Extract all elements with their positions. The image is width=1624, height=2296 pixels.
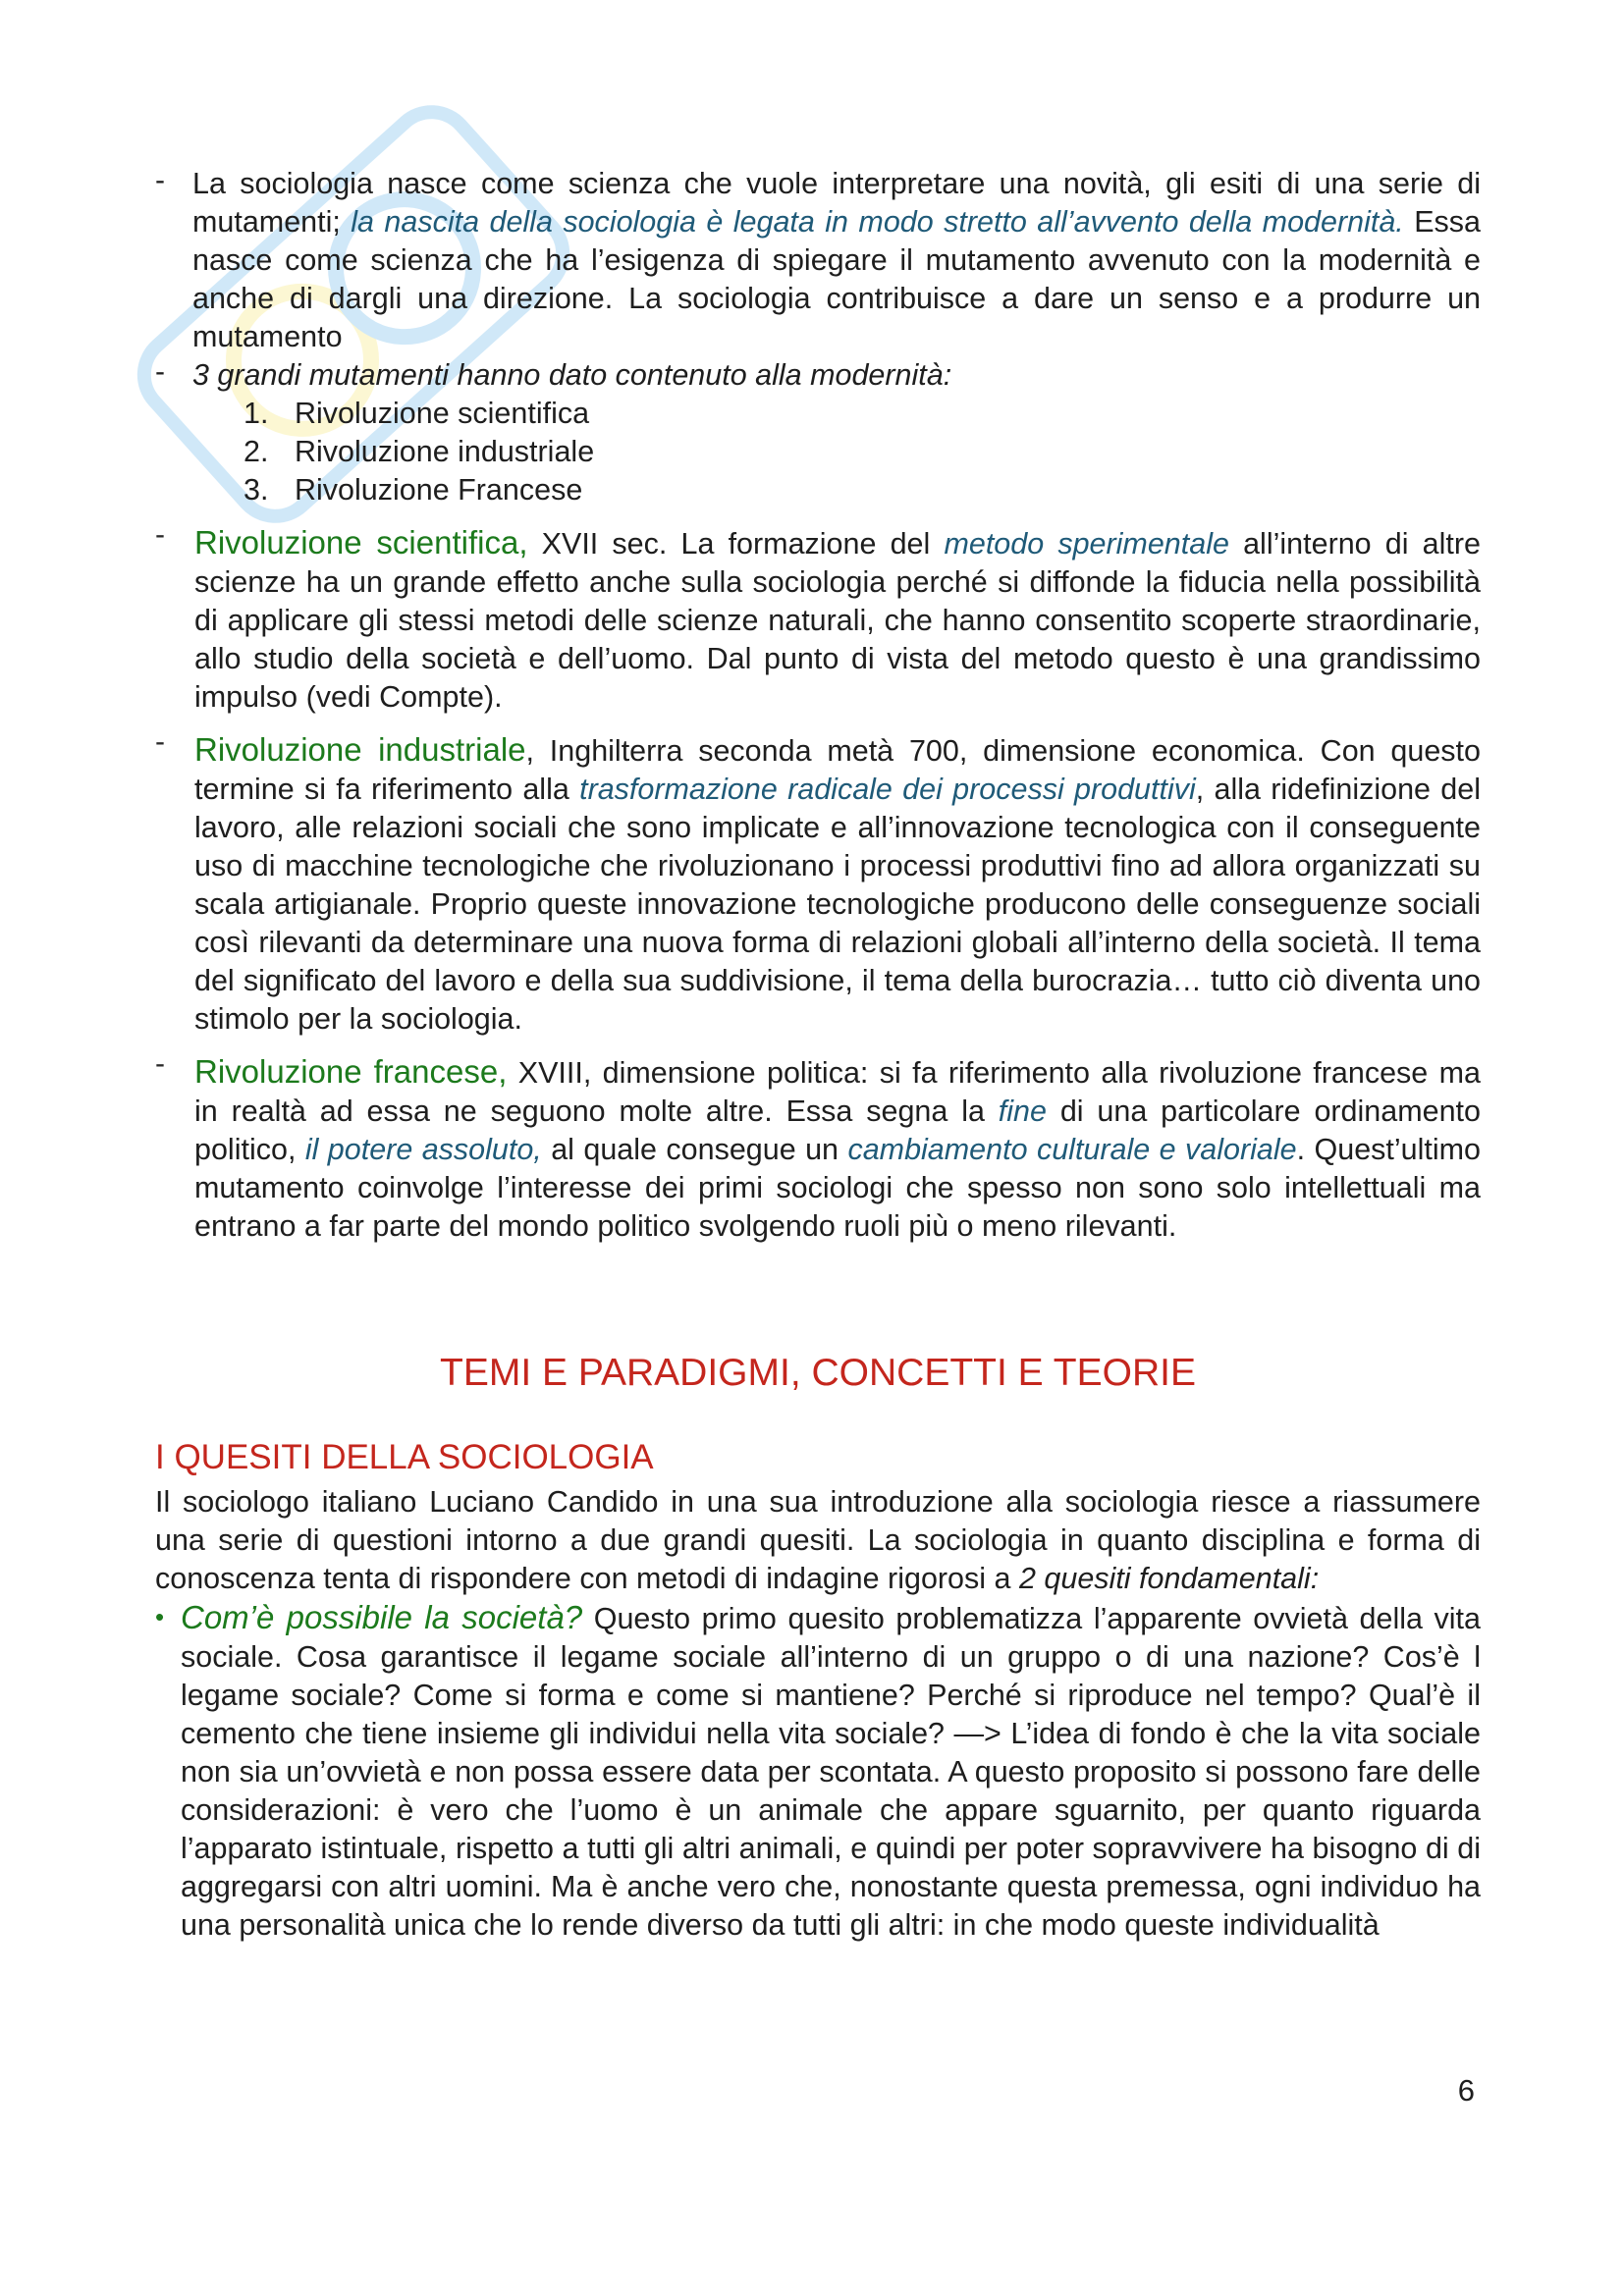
numbered-item: 2. Rivoluzione industriale — [244, 435, 595, 468]
page-content — [155, 165, 1481, 1945]
quesito-1: • Com’è possibile la società? Questo primo quesito problematizza l’apparente ovvietà della vita sociale. Cosa garantisce il legame sociale all’interno di un gruppo o di una nazione? Cos’è l legame sociale? Come si forma e come si mantiene? Perché si riproduce nel tempo? Qual’è il cemento che tiene insieme gli individui nella vita sociale? —> L’idea di fondo è che la vita sociale non sia un’ovvietà e non possa essere data per scontata. A questo proposito si possono fare delle considerazioni: è vero che l’uomo è un animale che appare sguarnito, per quanto riguarda l’apparato istintuale, rispetto a tutti gli altri animali, e quindi per poter sopravvivere ha bisogno di di aggregarsi con altri uomini. Ma è anche vero che, nonostante questa premessa, ogni individuo ha una personalità unica che lo rende diverso da tutti gli altri: in che modo queste individualità — [155, 1599, 1481, 1942]
bullet-dot: • — [155, 1602, 165, 1631]
rivoluzione-scientifica: - Rivoluzione scientifica, XVII sec. La formazione del metodo sperimentale all’interno di altre scienze ha un grande effetto anche sulla sociologia perché si diffonde la fiducia nella possibilità di applicare gli stessi metodi delle scienze naturali, che hanno consentito scoperte straordinarie, allo studio della società e dell’uomo. Dal punto di vista del metodo questo è una grandissimo impulso (vedi Compte). — [155, 523, 1481, 717]
list-item: - La sociologia nasce come scienza che vuole interpretare una novità, gli esiti di una serie di mutamenti; la nascita della sociologia è legata in modo stretto all’avvento della modernità. Essa nasce come scienza che ha l’esigenza di spiegare il mutamento avvenuto con la modernità e anche di dargli una direzione. La sociologia contribuisce a dare un senso e a produrre un mutamento — [155, 165, 1481, 356]
list-item: - 3 grandi mutamenti hanno dato contenuto alla modernità: 1. Rivoluzione scientifica 2. Rivoluzione industriale 3. Rivoluzione Francese — [155, 356, 1481, 509]
rivoluzione-industriale: - Rivoluzione industriale, Inghilterra seconda metà 700, dimensione economica. Con questo termine si fa riferimento alla trasformazione radicale dei processi produttivi, alla ridefinizione del lavoro, alle relazioni sociali che sono implicate e all’innovazione tecnologica con il conseguente uso di macchine tecnologiche che rivoluzionano i processi produttivi fino ad allora organizzati su scala artigianale. Proprio queste innovazione tecnologiche producono delle conseguenze sociali così rilevanti da determinare una nuova forma di relazioni globali all’interno della società. Il tema del significato del lavoro e della sua suddivisione, il tema della burocrazia… tutto ciò diventa uno stimolo per la sociologia. — [155, 730, 1481, 1039]
section-title: TEMI E PARADIGMI, CONCETTI E TEORIE — [440, 1352, 1196, 1394]
numbered-list — [192, 395, 1481, 509]
subsection-title: I QUESITI DELLA SOCIOLOGIA — [155, 1438, 654, 1476]
dash-bullet: - — [155, 725, 165, 758]
dash-bullet: - — [155, 1047, 165, 1080]
numbered-item: 1. Rivoluzione scientifica — [244, 397, 590, 430]
numbered-item: 3. Rivoluzione Francese — [244, 473, 583, 507]
dash-bullet: - — [155, 518, 165, 551]
dash-bullet: - — [155, 164, 165, 196]
rivoluzione-francese: - Rivoluzione francese, XVIII, dimensione politica: si fa riferimento alla rivoluzione francese ma in realtà ad essa ne seguono molte altre. Essa segna la fine di una particolare ordinamento politico, il potere assoluto, al quale consegue un cambiamento culturale e valoriale. Quest’ultimo mutamento coinvolge l’interesse dei primi sociologi che spesso non sono solo intellettuali ma entrano a far parte del mondo politico svolgendo ruoli più o meno rilevanti. — [155, 1052, 1481, 1246]
page-number: 6 — [1457, 2073, 1475, 2108]
dash-bullet: - — [155, 355, 165, 388]
intro-paragraph: Il sociologo italiano Luciano Candido in una sua introduzione alla sociologia riesce a riassumere una serie di questioni intorno a due grandi quesiti. La sociologia in quanto disciplina e forma di conoscenza tenta di rispondere con metodi di indagine rigorosi a 2 quesiti fondamentali: — [155, 1485, 1481, 1595]
